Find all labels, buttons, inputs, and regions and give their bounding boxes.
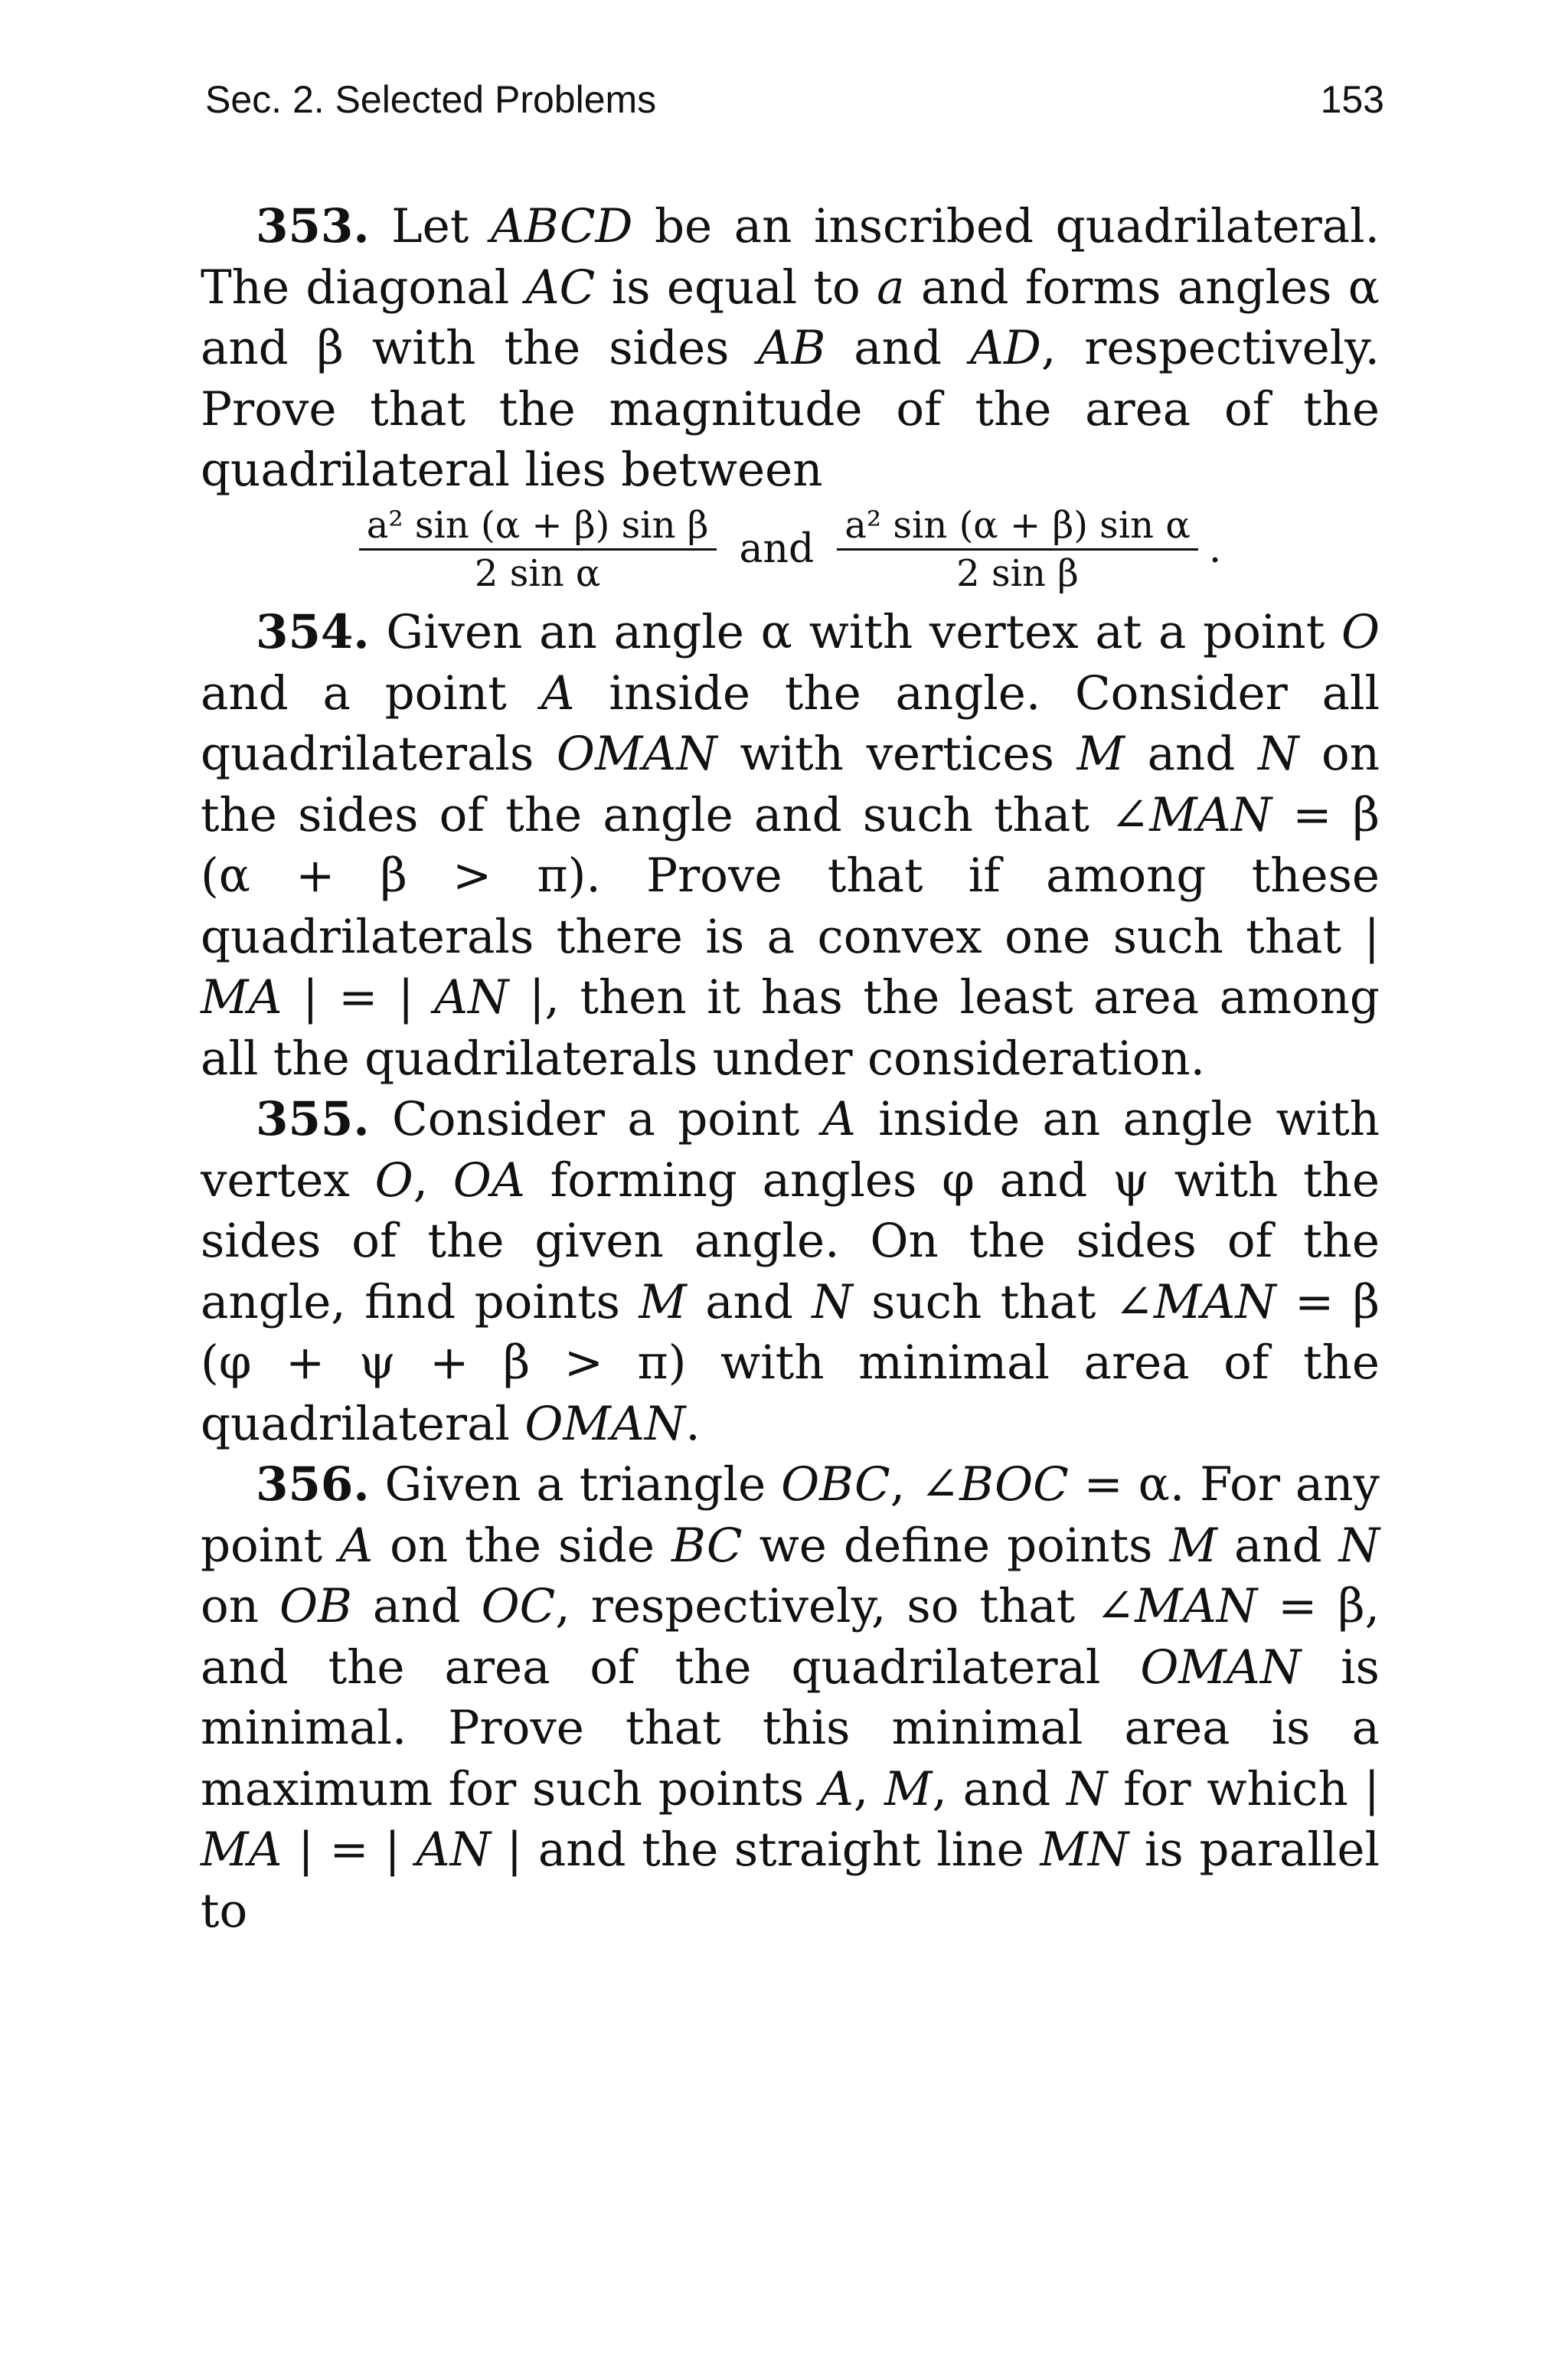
page-body	[201, 196, 1380, 1941]
fraction-numerator: a² sin (α + β) sin β	[359, 505, 717, 551]
area-bounds-formula	[201, 505, 1380, 595]
page-number: 153	[1320, 78, 1384, 121]
running-head: Sec. 2. Selected Problems	[205, 78, 657, 121]
problem-number: 354.	[256, 605, 370, 660]
problem-354: 354. Given an angle α with vertex at a point O and a point A inside the angle. Consider all quadrilaterals OMAN with vertices M and N on the sides of the angle and such that ∠MAN = β (α + β > π). Prove that if among these quadrilaterals there is a convex one such that | MA | = | AN |, then it has the least area among all the quadrilaterals under consideration.	[201, 605, 1380, 1086]
lower-bound-fraction	[359, 505, 717, 595]
fraction-numerator: a² sin (α + β) sin α	[837, 505, 1197, 551]
problem-number: 355.	[256, 1092, 370, 1147]
upper-bound-fraction	[837, 505, 1197, 595]
problem-number: 356.	[256, 1457, 370, 1512]
problem-353: 353. Let ABCD be an inscribed quadrilateral. The diagonal AC is equal to a and forms angles α and β with the sides AB and AD, respectively. Prove that the magnitude of the area of the quadrilateral lies between	[201, 199, 1380, 497]
formula-period: .	[1208, 526, 1222, 573]
fraction-denominator: 2 sin α	[474, 552, 601, 596]
problem-number: 353.	[256, 199, 370, 253]
fraction-denominator: 2 sin β	[956, 552, 1079, 596]
problem-356: 356. Given a triangle OBC, ∠BOC = α. For any point A on the side BC we define points M and N on OB and OC, respectively, so that ∠MAN = β, and the area of the quadrilateral OMAN is minimal. Prove that this minimal area is a maximum for such points A, M, and N for which | MA | = | AN | and the straight line MN is parallel to	[201, 1457, 1380, 1938]
formula-connector: and	[739, 526, 815, 573]
problem-355: 355. Consider a point A inside an angle with vertex O, OA forming angles φ and ψ with the sides of the given angle. On the sides of the angle, find points M and N such that ∠MAN = β (φ + ψ + β > π) with minimal area of the quadrilateral OMAN.	[201, 1092, 1380, 1451]
